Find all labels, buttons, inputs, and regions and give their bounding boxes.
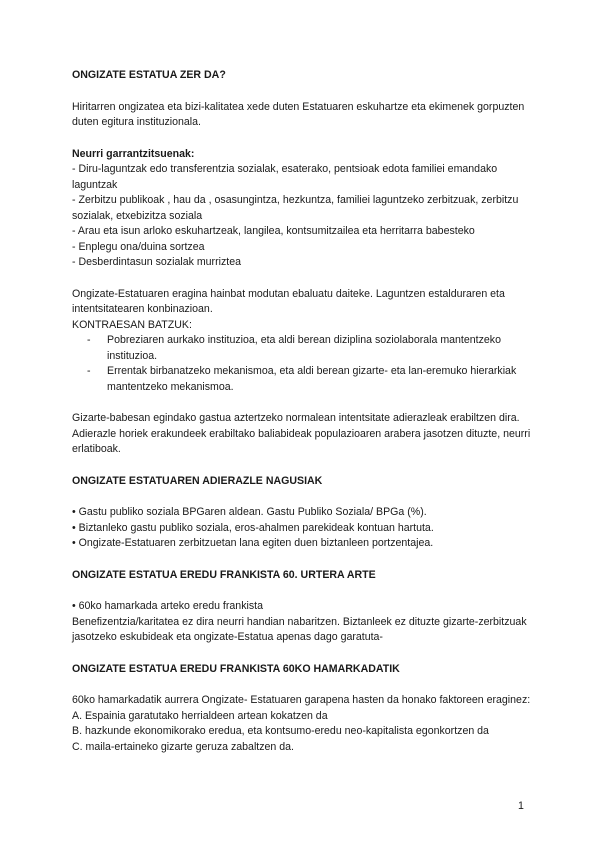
measure-item: - Diru-laguntzak edo transferentzia sozialak, esaterako, pentsioak edota familiei emandako laguntzak [72,163,498,191]
measure-item: - Desberdintasun sozialak murriztea [72,256,241,268]
spending-paragraph: Gizarte-babesan egindako gastua aztertzeko normalean intentsitate adierazleak erabiltzen dira. Adierazle horiek erakundeek erabiltako baliabideak populazioaren arabera jasotzen dituzte, neurri erlatiboak. [72,412,531,455]
section-title-francoist-model-60s: ONGIZATE ESTATUA EREDU FRANKISTA 60KO HAMARKADATIK [72,662,400,675]
factor-item: A. Espainia garatutako herrialdeen artean kokatzen da [72,709,328,722]
indicator-item: • Biztanleko gastu publiko soziala, eros-ahalmen parekideak kontuan hartuta. [72,521,434,534]
development-intro: 60ko hamarkadatik aurrera Ongizate- Estatuaren garapena hasten da honako faktoreen eraginez: [72,694,531,706]
indicator-item: • Gastu publiko soziala BPGaren aldean. Gastu Publiko Soziala/ BPGa (%). [72,506,427,518]
section-title-welfare-state: ONGIZATE ESTATUA ZER DA? [72,69,226,81]
contradictions-heading: KONTRAESAN BATZUK: [72,318,192,331]
indicators-list [72,505,532,552]
measures-list [72,162,532,271]
factor-item: B. hazkunde ekonomikorako eredua, eta kontsumo-eredu neo-kapitalista egonkortzen da [72,725,489,737]
welfare-state-definition: Hiritarren ongizatea eta bizi-kalitatea xede duten Estatuaren eskuhartze eta ekimenek gorpuzten duten egitura instituzionala. [72,100,525,128]
factors-list [72,709,532,756]
contradiction-item: - Errentak birbanatzeko mekanismoa, eta aldi berean gizarte- eta lan-eremuko hierarkiak mantentzeko mekanismoa. [87,364,532,395]
page-number: 1 [518,800,524,812]
document-page [72,68,532,755]
measure-item: - Zerbitzu publikoak , hau da , osasungintza, hezkuntza, familiei laguntzeko zerbitzuak, zerbitzu sozialak, etxebizitza soziala [72,194,519,222]
contradiction-item: - Pobreziaren aurkako instituzioa, eta aldi berean diziplina soziolaboralа mantentzeko instituzioa. [87,333,532,364]
section-title-indicators: ONGIZATE ESTATUAREN ADIERAZLE NAGUSIAK [72,474,323,487]
section-title-francoist-model-pre60: ONGIZATE ESTATUA EREDU FRANKISTA 60. URTERA ARTE [72,568,376,581]
indicator-item: • Ongizate-Estatuaren zerbitzuetan lana egiten duen biztanleen portzentajea. [72,537,434,549]
measures-heading: Neurri garrantzitsuenak: [72,147,195,160]
contradictions-list [72,333,532,395]
francoist-paragraph: Benefizentzia/karitatea ez dira neurri handian nabaritzen. Biztanleek ez dituzte gizarte-zerbitzuak jasotzeko eskubideak eta ongizate-Estatua apenas dago garatuta- [72,615,527,643]
measure-item: - Arau eta isun arloko eskuhartzeak, langilea, kontsumitzailea eta herritarra babesteko [72,225,475,237]
francoist-bullet: • 60ko hamarkada arteko eredu frankista [72,600,263,612]
factor-item: C. maila-ertaineko gizarte geruza zabaltzen da. [72,740,294,753]
measure-item: - Enplegu ona/duina sortzea [72,240,205,253]
evaluation-paragraph: Ongizate-Estatuaren eragina hainbat modutan ebaluatu daiteke. Laguntzen estalduraren eta intentsitatearen konbinazioan. [72,287,505,315]
